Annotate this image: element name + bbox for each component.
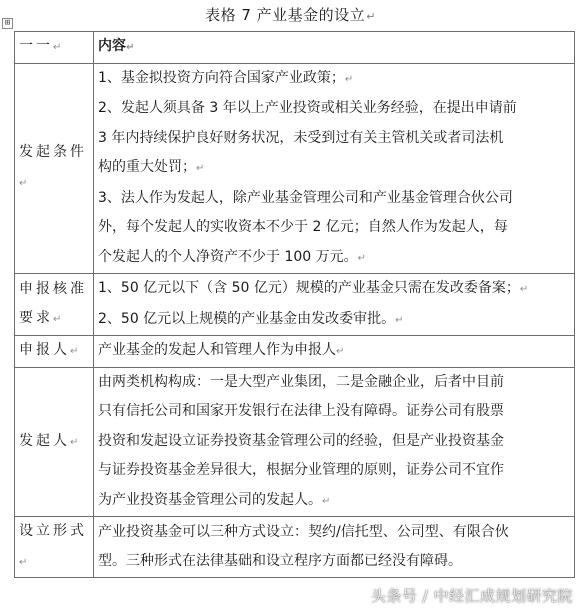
cell-end-mark-icon: ↵ (53, 314, 65, 325)
row-key-cell (15, 274, 94, 336)
table-row-applicant (15, 336, 575, 368)
table-row-sponsor (15, 367, 575, 517)
caption-text: 表格 7 产业基金的设立 (205, 6, 366, 24)
table-move-handle-icon[interactable]: ⊞ (2, 18, 13, 29)
row-value-cell (94, 336, 575, 368)
row-key-cell (15, 336, 94, 368)
paragraph-mark-icon: ↵ (322, 495, 331, 507)
header-value-cell (94, 32, 575, 64)
row-value-cell (94, 274, 575, 336)
paragraph-mark-icon: ↵ (366, 10, 376, 23)
watermark-text: 头条号 / 中经汇成规划研究院 (370, 587, 573, 605)
row-line: 2、发起人须具备 3 年以上产业投资或相关业务经验，在提出申请前 (98, 100, 517, 116)
row-line: 1、基金拟投资方向符合国家产业政策； (98, 69, 345, 86)
paragraph-mark-icon: ↵ (395, 314, 404, 326)
table-row-conditions (15, 63, 575, 274)
row-line: 2、50 亿元以上规模的产业基金由发改委审批。 (98, 310, 396, 327)
row-line: 型。三种形式在法律基础和设立程序方面都已经没有障碍。 (98, 553, 462, 569)
row-value-cell (94, 367, 575, 517)
table-row-approval (15, 274, 575, 336)
fund-setup-table (14, 31, 575, 578)
row-line: 只有信托公司和国家开发银行在法律上没有障碍。证券公司有股票 (98, 403, 504, 419)
row-key-text: 发起人 (19, 432, 70, 449)
cell-end-mark-icon: ↵ (70, 346, 82, 357)
row-line: 投资和发起设立证券投资基金管理公司的经验，但是产业投资基金 (98, 432, 504, 449)
row-line: 与证券投资基金差异很大，根据分业管理的原则，证券公司不宜作 (98, 462, 504, 478)
cell-end-mark-icon: ↵ (53, 42, 65, 53)
table-row-form (15, 517, 575, 578)
row-key-text: 申报人 (19, 342, 70, 358)
row-line: 3 年内持续保护良好财务状况，未受到过有关主管机关或者司法机 (98, 129, 504, 146)
row-key-cell (15, 63, 94, 274)
cell-end-mark-icon: ↵ (70, 436, 82, 448)
row-key-text: 设立形式 (19, 523, 87, 539)
row-line: 个发起人的个人净资产不少于 100 万元。 (98, 248, 358, 265)
row-line: 构的重大处罚； (98, 159, 196, 175)
row-line: 外，每个发起人的实收资本不少于 2 亿元；自然人作为发起人，每 (98, 219, 508, 235)
row-key-text: 发起条件 (19, 144, 87, 161)
row-line: 由两类机构构成：一是大型产业集团，二是金融企业，后者中目前 (98, 373, 504, 390)
row-value-cell (94, 63, 575, 274)
header-key-cell (15, 32, 94, 64)
row-line: 3、法人作为发起人，除产业基金管理公司和产业基金管理合伙公司 (98, 189, 513, 206)
header-key-text: 一一 (19, 38, 53, 54)
paragraph-mark-icon: ↵ (519, 284, 529, 295)
row-key-cell (15, 517, 94, 578)
cell-end-mark-icon: ↵ (19, 556, 31, 568)
table-header-row (15, 32, 575, 64)
paragraph-mark-icon: ↵ (357, 252, 367, 264)
row-key-text: 申报核准要求 (19, 280, 87, 326)
row-line: 产业投资基金可以三种方式设立：契约/信托型、公司型、有限合伙 (98, 523, 509, 540)
row-line: 产业基金的发起人和管理人作为申报人 (98, 342, 336, 358)
header-value-text: 内容 (98, 38, 126, 54)
cell-end-mark-icon: ↵ (19, 177, 31, 189)
row-line: 为产业投资基金管理公司的发起人。 (98, 491, 322, 508)
row-key-cell (15, 367, 94, 517)
row-value-cell (94, 517, 575, 578)
paragraph-mark-icon: ↵ (344, 73, 354, 85)
row-line: 1、50 亿元以下（含 50 亿元）规模的产业基金只需在发改委备案； (98, 280, 520, 296)
cell-end-mark-icon: ↵ (126, 42, 135, 53)
paragraph-mark-icon: ↵ (336, 346, 345, 357)
table-caption (0, 4, 581, 25)
paragraph-mark-icon: ↵ (196, 163, 205, 174)
